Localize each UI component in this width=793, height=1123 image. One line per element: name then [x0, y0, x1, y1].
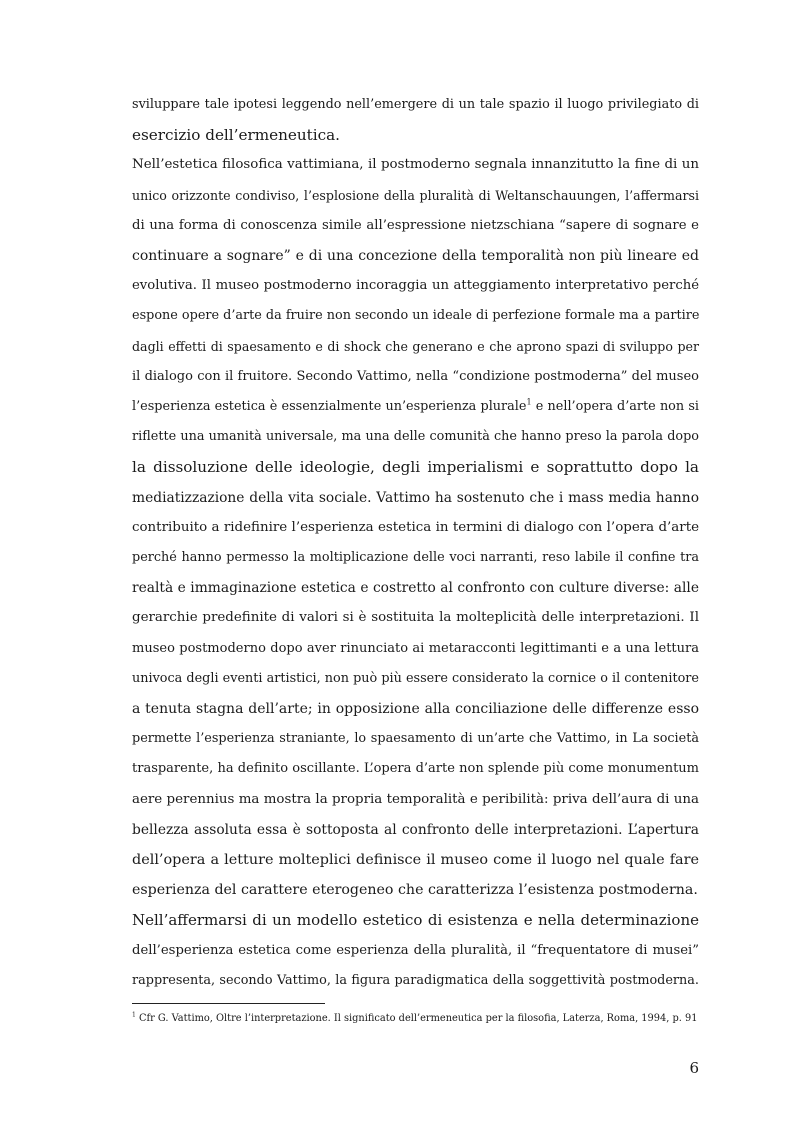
body-line: bellezza assoluta essa è sottoposta al confronto delle interpretazioni. L’apertura	[132, 821, 699, 838]
body-line: evolutiva. Il museo postmoderno incoraggia un atteggiamento interpretativo perché	[132, 278, 699, 294]
body-line: aere perennius ma mostra la propria temporalità e peribilità: priva dell’aura di una	[132, 791, 699, 807]
body-line: rappresenta, secondo Vattimo, la figura paradigmatica della soggettività postmoderna.	[132, 972, 699, 988]
body-line: Nell’affermarsi di un modello estetico di esistenza e nella determinazione	[132, 911, 699, 930]
footnote: $^1$ Cfr G. Vattimo, Oltre l’interpretazione. Il significato dell’ermeneutica per la filosofia, Laterza, Roma, 1994, p. 91	[132, 1011, 698, 1024]
body-line: a tenuta stagna dell’arte; in opposizione alla conciliazione delle differenze esso	[132, 701, 699, 718]
body-line: univoca degli eventi artistici, non può più essere considerato la cornice o il contenitore	[132, 670, 699, 686]
body-line: perché hanno permesso la moltiplicazione delle voci narranti, reso labile il confine tra	[132, 550, 699, 566]
body-text	[132, 90, 699, 996]
footnote-ref: 1	[526, 397, 532, 407]
body-line: museo postmoderno dopo aver rinunciato ai metaracconti legittimanti e a una lettura	[132, 640, 699, 656]
body-line: dagli effetti di spaesamento e di shock che generano e che aprono spazi di sviluppo per	[132, 338, 699, 354]
body-line: continuare a sognare” e di una concezione della temporalità non più lineare ed	[132, 248, 699, 265]
page-number: 6	[689, 1059, 699, 1077]
footnote-separator	[132, 1003, 325, 1004]
body-line: esercizio dell’ermeneutica.	[132, 126, 341, 145]
body-line: gerarchie predefinite di valori si è sostituita la molteplicità delle interpretazioni. Il	[132, 610, 699, 626]
body-line: mediatizzazione della vita sociale. Vattimo ha sostenuto che i mass media hanno	[132, 489, 699, 506]
body-line: esperienza del carattere eterogeneo che caratterizza l’esistenza postmoderna.	[132, 882, 698, 899]
body-line: sviluppare tale ipotesi leggendo nell’emergere di un tale spazio il luogo privilegiato di	[132, 97, 699, 112]
body-line: realtà e immaginazione estetica e costretto al confronto con culture diverse: alle	[132, 580, 699, 597]
body-line: la dissoluzione delle ideologie, degli imperialismi e soprattutto dopo la	[132, 458, 699, 477]
body-line: l’esperienza estetica è essenzialmente un’esperienza plurale$^1$ e nell’opera d’arte non si	[132, 397, 699, 415]
body-line: il dialogo con il fruitore. Secondo Vattimo, nella “condizione postmoderna” del museo	[132, 368, 699, 384]
body-line: dell’esperienza estetica come esperienza della pluralità, il “frequentatore di musei”	[132, 942, 699, 958]
body-line: espone opere d’arte da fruire non secondo un ideale di perfezione formale ma a partire	[132, 308, 700, 324]
body-line: contribuito a ridefinire l’esperienza estetica in termini di dialogo con l’opera d’arte	[132, 519, 699, 535]
body-line: trasparente, ha definito oscillante. L’opera d’arte non splende più come monumentum	[132, 761, 699, 777]
body-line: permette l’esperienza straniante, lo spaesamento di un’arte che Vattimo, in La società	[132, 731, 699, 747]
body-line: unico orizzonte condiviso, l’esplosione della pluralità di Weltanschauungen, l’affermarsi	[132, 187, 699, 203]
body-line: di una forma di conoscenza simile all’espressione nietzschiana “sapere di sognare e	[132, 217, 699, 233]
body-line: dell’opera a letture molteplici definisce il museo come il luogo nel quale fare	[132, 852, 699, 869]
footnote-ref: 1	[132, 1011, 136, 1019]
body-line: riflette una umanità universale, ma una delle comunità che hanno preso la parola dopo	[132, 429, 699, 445]
body-line: Nell’estetica filosofica vattimiana, il postmoderno segnala innanzitutto la fine di un	[132, 157, 699, 173]
